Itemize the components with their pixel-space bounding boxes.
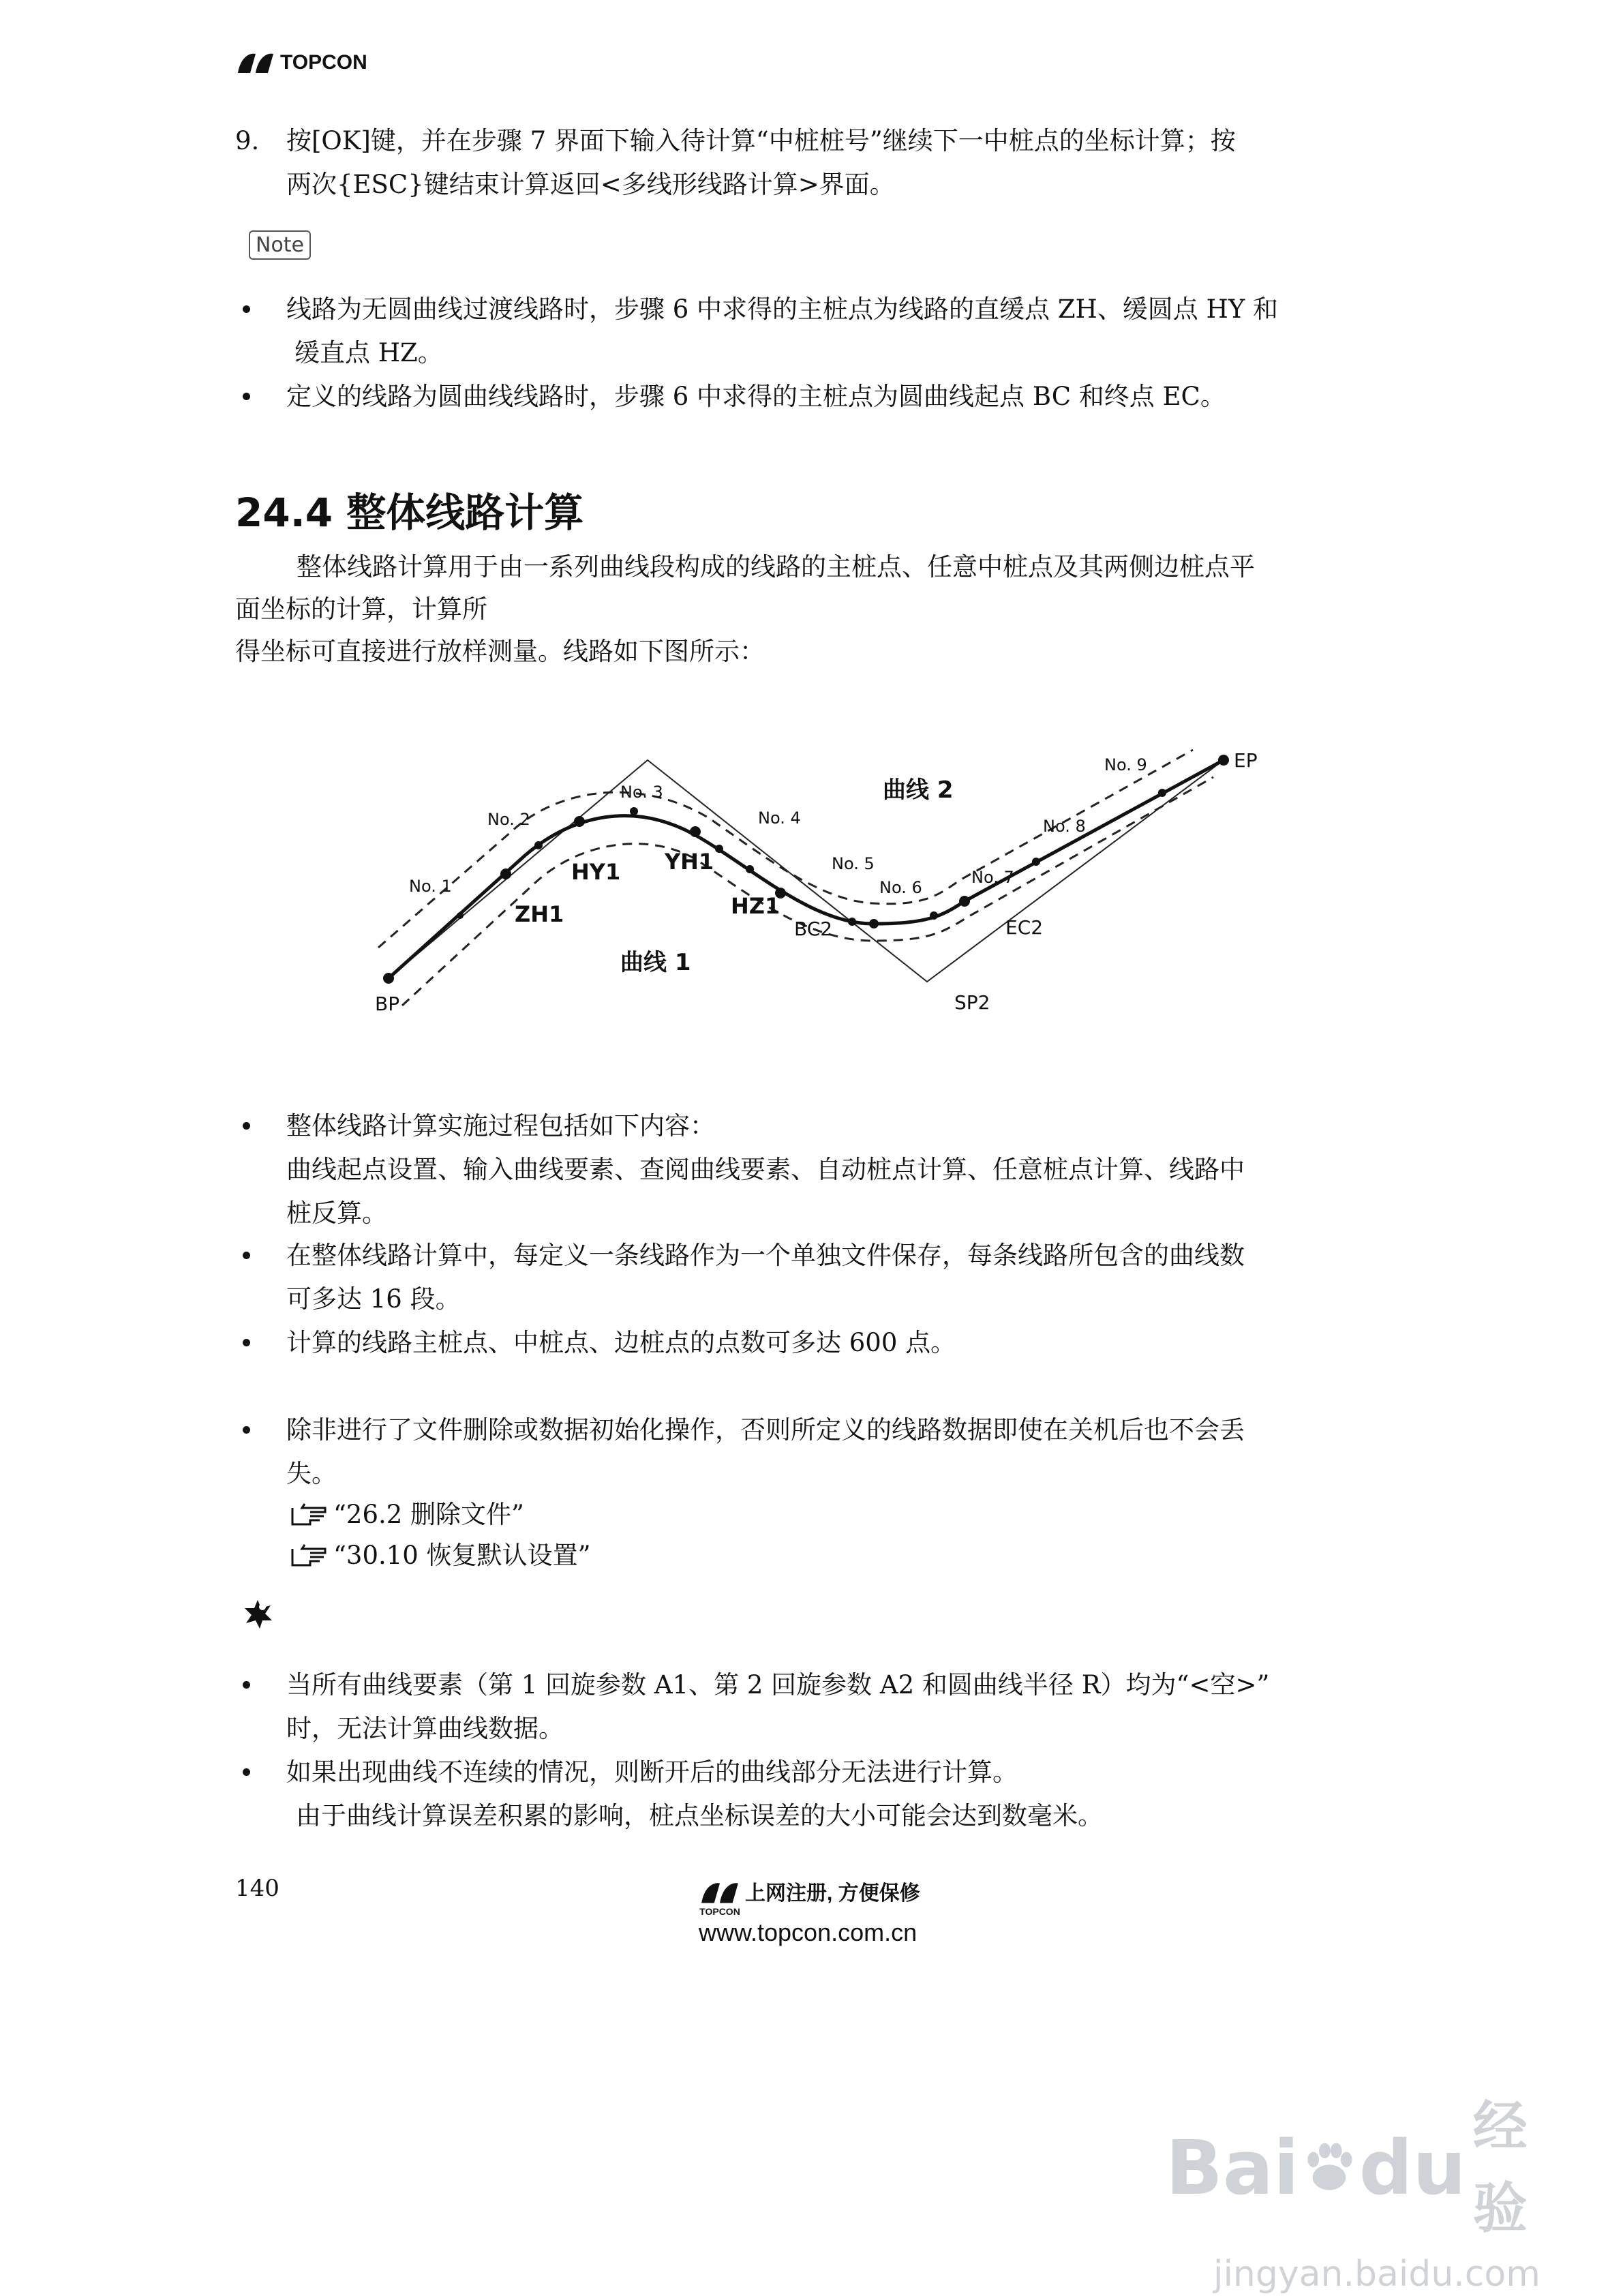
label-no2: No. 2	[487, 810, 530, 829]
header-logo	[235, 49, 367, 76]
label-bc2: BC2	[794, 918, 833, 940]
header-brand: TOPCON	[280, 51, 367, 74]
section-intro-line3: 得坐标可直接进行放样测量。线路如下图所示：	[235, 637, 765, 666]
footer-url[interactable]: www.topcon.com.cn	[699, 1918, 917, 1946]
footer-slogan: 上网注册, 方便保修	[745, 1882, 920, 1905]
point-no9	[1158, 789, 1166, 797]
label-zh1: ZH1	[515, 901, 564, 927]
note-item-1-line2: 缓直点 HZ。	[294, 338, 443, 367]
label-curve2: 曲线 2	[883, 776, 954, 804]
ref-1-text: “26.2 删除文件”	[333, 1500, 524, 1529]
bullet-4-line2: 失。	[286, 1459, 337, 1488]
label-no5: No. 5	[832, 854, 875, 873]
pointing-hand-icon	[290, 1543, 328, 1568]
step-number: 9.	[235, 126, 260, 155]
bullet-1-line2: 曲线起点设置、输入曲线要素、查阅曲线要素、自动桩点计算、任意桩点计算、线路中	[286, 1155, 1245, 1184]
section-intro-line2: 面坐标的计算，计算所	[235, 594, 487, 624]
point-no1	[457, 912, 464, 919]
note-badge	[249, 230, 311, 260]
label-no9: No. 9	[1104, 755, 1147, 774]
label-yh1: YH1	[665, 849, 714, 875]
bullet-dot	[243, 1122, 250, 1130]
bullet-4-line1: 除非进行了文件删除或数据初始化操作，否则所定义的线路数据即使在关机后也不会丢	[286, 1415, 1245, 1445]
point-ep	[1218, 755, 1229, 766]
topcon-logo-icon	[699, 1879, 741, 1906]
caution-item-1-line2: 时，无法计算曲线数据。	[286, 1714, 564, 1743]
page-number: 140	[235, 1875, 279, 1902]
footer-brand: TOPCON	[699, 1906, 740, 1917]
section-intro-line1: 整体线路计算用于由一系列曲线段构成的线路的主桩点、任意中桩点及其两侧边桩点平	[297, 552, 1255, 581]
bullet-dot	[243, 1252, 250, 1259]
point-no6b	[869, 919, 879, 928]
ref-1[interactable]	[290, 1496, 524, 1534]
note-icon: Note	[249, 230, 311, 260]
label-hz1: HZ1	[731, 893, 780, 919]
point-hz1	[746, 865, 754, 873]
route-diagram	[354, 723, 1275, 1036]
bullet-1-line1: 整体线路计算实施过程包括如下内容：	[286, 1111, 715, 1141]
bullet-2-line1: 在整体线路计算中，每定义一条线路作为一个单独文件保存，每条线路所包含的曲线数	[286, 1241, 1245, 1270]
ref-2[interactable]	[290, 1537, 591, 1575]
caution-item-2-line2: 由于曲线计算误差积累的影响，桩点坐标误差的大小可能会达到数毫米。	[296, 1801, 1103, 1830]
point-yh1	[690, 826, 701, 837]
caution-item-2-line1: 如果出现曲线不连续的情况，则断开后的曲线部分无法进行计算。	[286, 1757, 1018, 1787]
caution-item-1-line1: 当所有曲线要素（第 1 回旋参数 A1、第 2 回旋参数 A2 和圆曲线半径 R）均为“<空>”	[286, 1670, 1270, 1700]
point-no8	[1032, 858, 1040, 866]
center-line	[389, 760, 1224, 978]
footer-logo	[699, 1876, 944, 1947]
bullet-dot	[243, 1339, 250, 1346]
topcon-logo-icon	[235, 50, 276, 76]
label-ep: EP	[1234, 749, 1258, 772]
label-no6: No. 6	[879, 878, 922, 897]
label-no3: No. 3	[620, 783, 663, 802]
point-no7	[930, 911, 938, 920]
label-hy1: HY1	[571, 859, 621, 885]
label-no7: No. 7	[971, 868, 1014, 887]
caution-icon	[242, 1599, 273, 1630]
offset-line-left	[378, 750, 1193, 948]
paw-icon	[1301, 2137, 1358, 2199]
bullet-dot	[243, 1768, 250, 1776]
label-no1: No. 1	[409, 877, 452, 896]
watermark-url: jingyan.baidu.com	[1213, 2254, 1541, 2295]
step9-line2: 两次{ESC}键结束计算返回<多线形线路计算>界面。	[286, 170, 895, 199]
bullet-1-line3: 桩反算。	[286, 1198, 387, 1228]
label-bp: BP	[375, 993, 400, 1015]
watermark-sub: 经验	[1472, 2095, 1528, 2240]
watermark-brand2: du	[1359, 2124, 1466, 2211]
ref-2-text: “30.10 恢复默认设置”	[333, 1541, 591, 1570]
tangent-line	[389, 760, 1224, 982]
label-no4: No. 4	[758, 809, 801, 828]
label-curve1: 曲线 1	[620, 949, 691, 976]
point-ec2	[959, 896, 970, 907]
bullet-2-line2: 可多达 16 段。	[286, 1284, 461, 1314]
bullet-dot	[243, 1426, 250, 1434]
bullet-dot	[243, 393, 250, 400]
pointing-hand-icon	[290, 1502, 328, 1527]
label-ec2: EC2	[1005, 916, 1044, 939]
section-title: 24.4 整体线路计算	[235, 489, 584, 536]
point-no3	[630, 807, 638, 815]
label-sp2: SP2	[954, 991, 990, 1014]
point-hy1	[574, 816, 585, 827]
bullet-dot	[243, 1681, 250, 1689]
point-bp	[383, 973, 394, 984]
watermark	[1166, 2086, 1575, 2295]
point-zh1	[500, 868, 511, 879]
note-item-2-line1: 定义的线路为圆曲线线路时，步骤 6 中求得的主桩点为圆曲线起点 BC 和终点 EC。	[286, 382, 1226, 411]
note-item-1-line1: 线路为无圆曲线过渡线路时，步骤 6 中求得的主桩点为线路的直缓点 ZH、缓圆点 HY 和	[286, 294, 1279, 324]
label-no8: No. 8	[1043, 817, 1086, 836]
point-no2	[534, 841, 543, 849]
point-no4	[715, 845, 723, 853]
step9-line1: 按[OK]键，并在步骤 7 界面下输入待计算“中桩桩号”继续下一中桩点的坐标计算；按	[286, 126, 1236, 155]
bullet-3-line1: 计算的线路主桩点、中桩点、边桩点的点数可多达 600 点。	[286, 1328, 956, 1357]
point-no6	[848, 918, 856, 926]
bullet-dot	[243, 305, 250, 313]
watermark-brand: Bai	[1166, 2124, 1299, 2211]
